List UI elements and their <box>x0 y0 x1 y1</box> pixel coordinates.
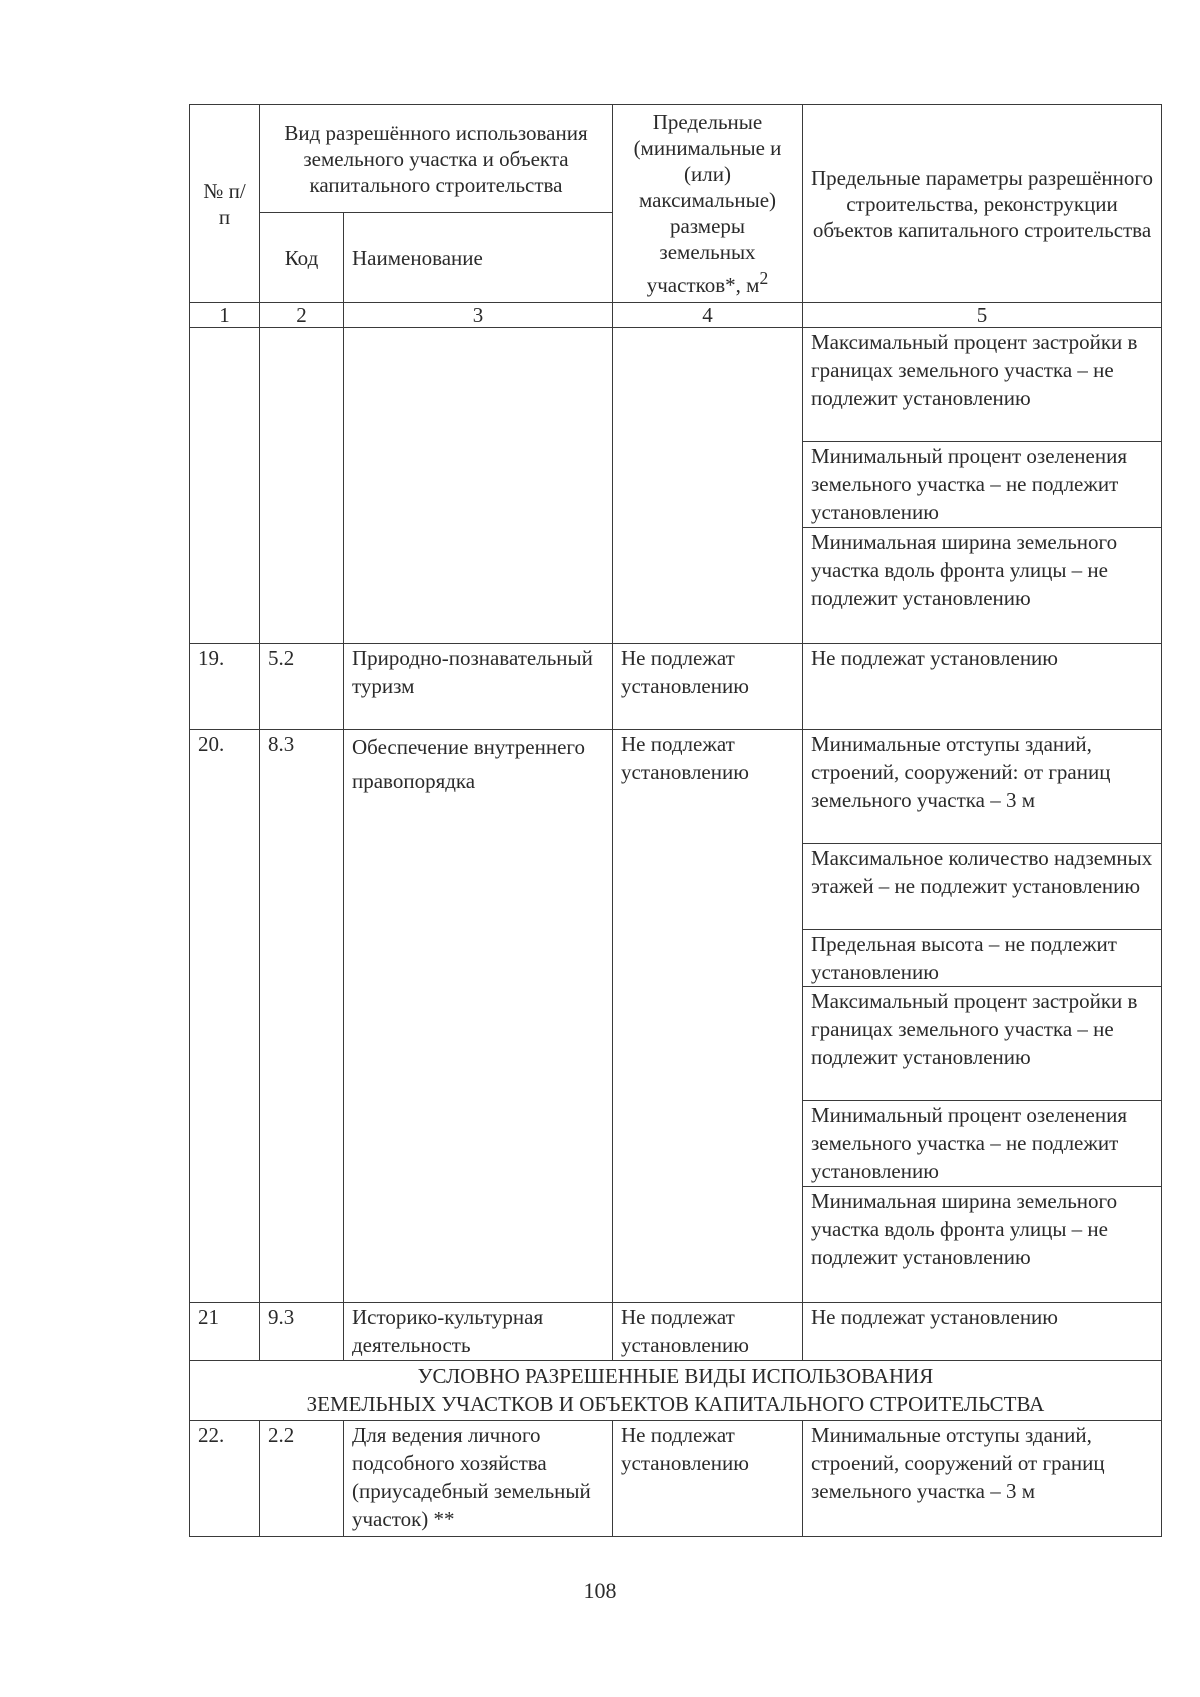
cell-code: 8.3 <box>260 730 344 1303</box>
header-number: № п/п <box>190 105 260 303</box>
header-sizes <box>613 105 803 303</box>
cell-params: Минимальный процент озеленения земельного участка – не подлежит установлению <box>803 1101 1162 1187</box>
column-number: 1 <box>190 303 260 328</box>
cell-params: Минимальные отступы зданий, строений, сооружений: от границ земельного участка – 3 м <box>803 730 1162 844</box>
cell-number: 22. <box>190 1421 260 1537</box>
cell-sizes: Не подлежат установлению <box>613 1421 803 1537</box>
table-row <box>190 328 1162 442</box>
cell-number: 20. <box>190 730 260 1303</box>
cell-sizes: Не подлежат установлению <box>613 730 803 1303</box>
cell-code: 9.3 <box>260 1303 344 1361</box>
column-number: 4 <box>613 303 803 328</box>
cell-number: 19. <box>190 644 260 730</box>
column-number: 5 <box>803 303 1162 328</box>
land-use-table-container <box>189 104 1161 1537</box>
page-number: 108 <box>583 1578 617 1603</box>
cell-params: Максимальный процент застройки в границах земельного участка – не подлежит установлению <box>803 987 1162 1101</box>
cell-code: 5.2 <box>260 644 344 730</box>
cell-number: 21 <box>190 1303 260 1361</box>
header-row-1 <box>190 105 1162 213</box>
section-heading <box>190 1361 1162 1421</box>
header-name: Наименование <box>344 213 613 303</box>
header-sizes-text: Предельные (минимальные и (или) максимальные) размеры земельных участков*, м <box>633 110 782 297</box>
section-row <box>190 1361 1162 1421</box>
cell-empty <box>190 328 260 644</box>
header-kind: Вид разрешённого использования земельного участка и объекта капитального строительства <box>260 105 613 213</box>
header-params: Предельные параметры разрешённого строительства, реконструкции объектов капитального строительства <box>803 105 1162 303</box>
cell-name: Для ведения личного подсобного хозяйства (приусадебный земельный участок) ** <box>344 1421 613 1537</box>
section-heading-line-2: ЗЕМЕЛЬНЫХ УЧАСТКОВ И ОБЪЕКТОВ КАПИТАЛЬНОГО СТРОИТЕЛЬСТВА <box>306 1392 1045 1416</box>
table-row-20 <box>190 730 1162 844</box>
cell-params: Минимальные отступы зданий, строений, сооружений от границ земельного участка – 3 м <box>803 1421 1162 1537</box>
column-number: 2 <box>260 303 344 328</box>
cell-params: Предельная высота – не подлежит установлению <box>803 930 1162 987</box>
cell-empty <box>344 328 613 644</box>
cell-name: Природно-познавательный туризм <box>344 644 613 730</box>
cell-params: Минимальная ширина земельного участка вдоль фронта улицы – не подлежит установлению <box>803 528 1162 644</box>
cell-params: Минимальная ширина земельного участка вдоль фронта улицы – не подлежит установлению <box>803 1187 1162 1303</box>
cell-name: Историко-культурная деятельность <box>344 1303 613 1361</box>
cell-params: Минимальный процент озеленения земельного участка – не подлежит установлению <box>803 442 1162 528</box>
cell-empty <box>613 328 803 644</box>
cell-code: 2.2 <box>260 1421 344 1537</box>
cell-params: Не подлежат установлению <box>803 644 1162 730</box>
cell-params: Не подлежат установлению <box>803 1303 1162 1361</box>
cell-sizes: Не подлежат установлению <box>613 1303 803 1361</box>
table-row-19 <box>190 644 1162 730</box>
section-heading-line-1: УСЛОВНО РАЗРЕШЕННЫЕ ВИДЫ ИСПОЛЬЗОВАНИЯ <box>417 1364 934 1388</box>
table-row-22 <box>190 1421 1162 1537</box>
column-number: 3 <box>344 303 613 328</box>
table-row-21 <box>190 1303 1162 1361</box>
header-code: Код <box>260 213 344 303</box>
cell-params: Максимальный процент застройки в границах земельного участка – не подлежит установлению <box>803 328 1162 442</box>
header-sizes-sup: 2 <box>759 268 769 288</box>
cell-name: Обеспечение внутреннего правопорядка <box>344 730 613 1303</box>
cell-sizes: Не подлежат установлению <box>613 644 803 730</box>
column-number-row <box>190 303 1162 328</box>
cell-params: Максимальное количество надземных этажей – не подлежит установлению <box>803 844 1162 930</box>
land-use-table <box>189 104 1162 1537</box>
cell-empty <box>260 328 344 644</box>
